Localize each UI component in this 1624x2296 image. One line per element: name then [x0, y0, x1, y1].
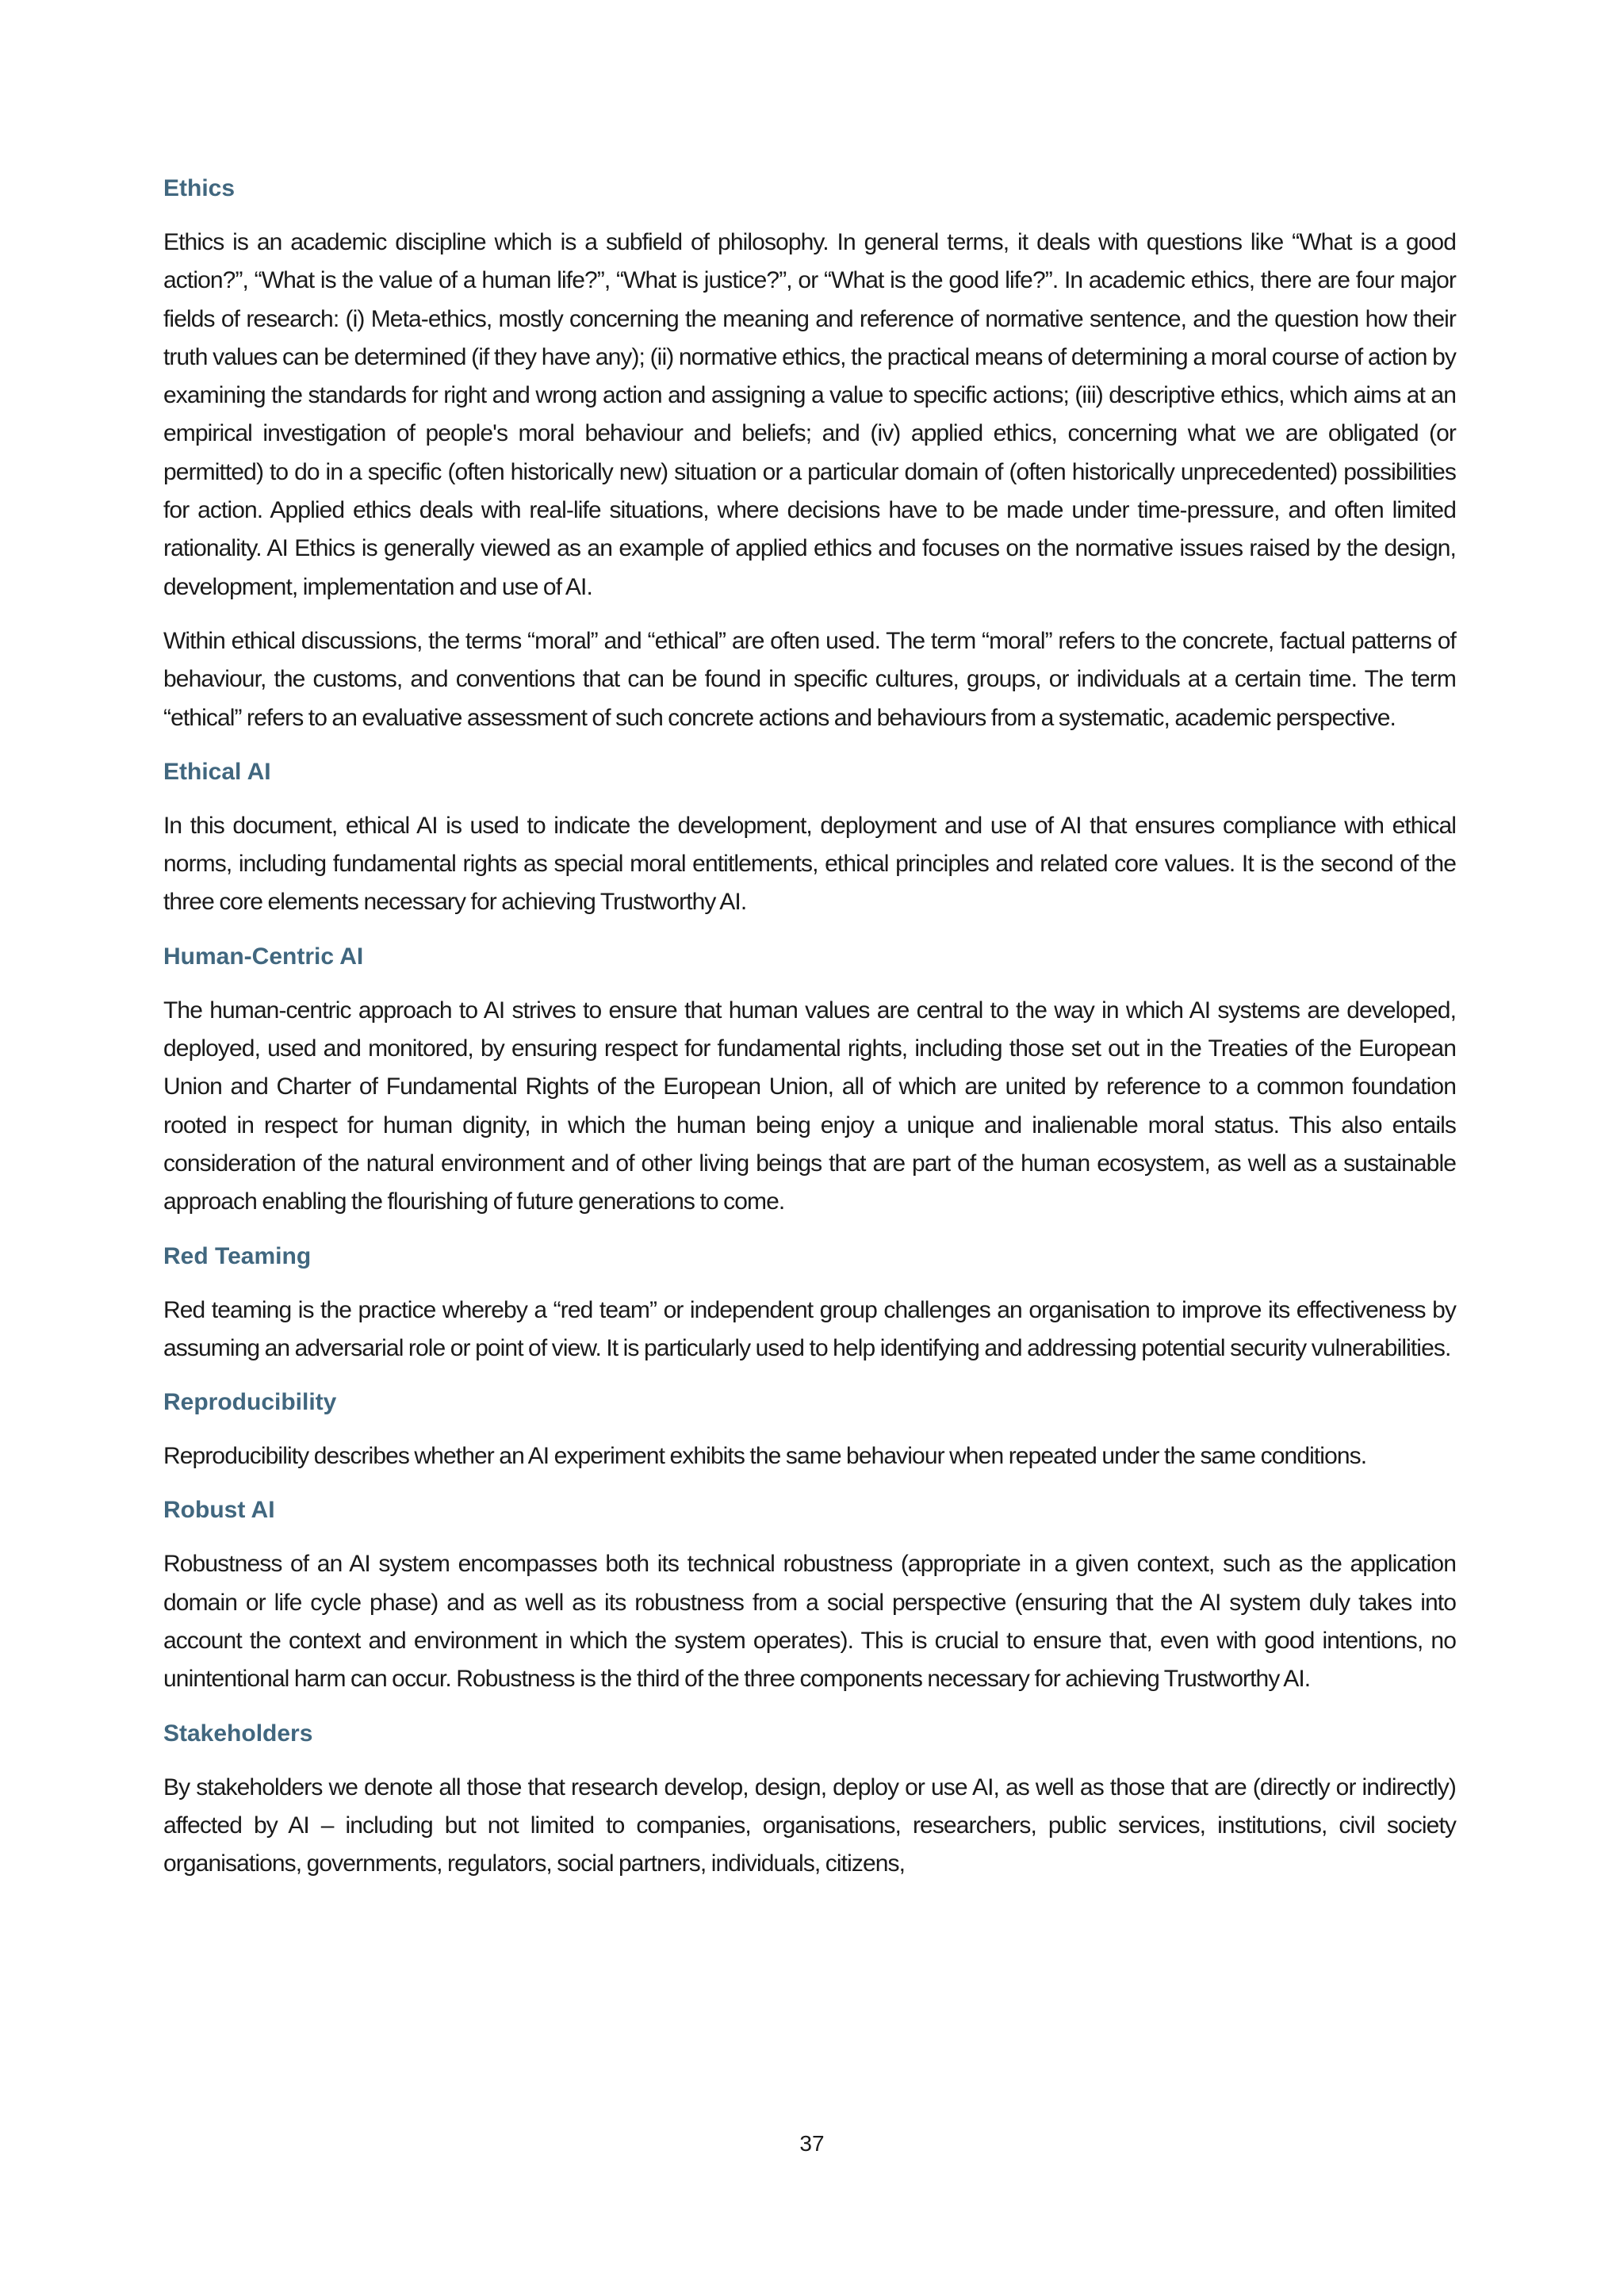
section-heading-human-centric-ai: Human-Centric AI [163, 943, 364, 970]
page-number: 37 [799, 2131, 825, 2156]
paragraph-stakeholders: By stakeholders we denote all those that research develop, design, deploy or use AI, as well as those that are (directly or indirectly) affected by AI – including but not limited to companies, organisations, researchers, public services, institutions, civil society organisations, governments, regulators, social partners, individuals, citizens, [163, 1774, 1456, 1877]
section-heading-ethics: Ethics [163, 175, 236, 201]
section-heading-ethical-ai: Ethical AI [163, 758, 271, 785]
paragraph-ethics-2: Within ethical discussions, the terms “moral” and “ethical” are often used. The term “moral” refers to the concrete, factual patterns of behaviour, the customs, and conventions that can be found in specific cultures, groups, or individuals at a certain time. The term “ethical” refers to an evaluative assessment of such concrete actions and behaviours from a systematic, academic perspective. [163, 627, 1456, 731]
section-heading-red-teaming: Red Teaming [163, 1242, 312, 1269]
section-heading-stakeholders: Stakeholders [163, 1720, 313, 1747]
paragraph-human-centric-ai: The human-centric approach to AI strives to ensure that human values are central to the way in which AI systems are developed, deployed, used and monitored, by ensuring respect for fundamental rights, including those set out in the Treaties of the European Union and Charter of Fundamental Rights of the European Union, all of which are united by reference to a common foundation rooted in respect for human dignity, in which the human being enjoy a unique and inalienable moral status. This also entails consideration of the natural environment and of other living beings that are part of the human ecosystem, as well as a sustainable approach enabling the flourishing of future generations to come. [163, 997, 1456, 1215]
paragraph-ethics-1: Ethics is an academic discipline which is a subfield of philosophy. In general terms, it deals with questions like “What is a good action?”, “What is the value of a human life?”, “What is justice?”, or “What is the good life?”. In academic ethics, there are four major fields of research: (i) Meta-ethics, mostly concerning the meaning and reference of normative sentence, and the question how their truth values can be determined (if they have any); (ii) normative ethics, the practical means of determining a moral course of action by examining the standards for right and wrong action and assigning a value to specific actions; (iii) descriptive ethics, which aims at an empirical investigation of people's moral behaviour and beliefs; and (iv) applied ethics, concerning what we are obligated (or permitted) to do in a specific (often historically new) situation or a particular domain of (often historically unprecedented) possibilities for action. Applied ethics deals with real-life situations, where decisions have to be made under time-pressure, and often limited rationality. AI Ethics is generally viewed as an example of applied ethics and focuses on the normative issues raised by the design, development, implementation and use of AI. [163, 229, 1456, 600]
paragraph-red-teaming: Red teaming is the practice whereby a “red team” or independent group challenges an organisation to improve its effectiveness by assuming an adversarial role or point of view. It is particularly used to help identifying and addressing potential security vulnerabilities. [163, 1296, 1456, 1361]
paragraph-robust-ai: Robustness of an AI system encompasses both its technical robustness (appropriate in a given context, such as the application domain or life cycle phase) and as well as its robustness from a social perspective (ensuring that the AI system duly takes into account the context and environment in which the system operates). This is crucial to ensure that, even with good intentions, no unintentional harm can occur. Robustness is the third of the three components necessary for achieving Trustworthy AI. [163, 1551, 1456, 1693]
section-heading-robust-ai: Robust AI [163, 1497, 275, 1524]
document-page [163, 170, 1456, 1884]
paragraph-ethical-ai: In this document, ethical AI is used to indicate the development, deployment and use of AI that ensures compliance with ethical norms, including fundamental rights as special moral entitlements, ethical principles and related core values. It is the second of the three core elements necessary for achieving Trustworthy AI. [163, 812, 1456, 916]
paragraph-reproducibility: Reproducibility describes whether an AI experiment exhibits the same behaviour when repeated under the same conditions. [163, 1443, 1367, 1470]
section-heading-reproducibility: Reproducibility [163, 1389, 337, 1416]
